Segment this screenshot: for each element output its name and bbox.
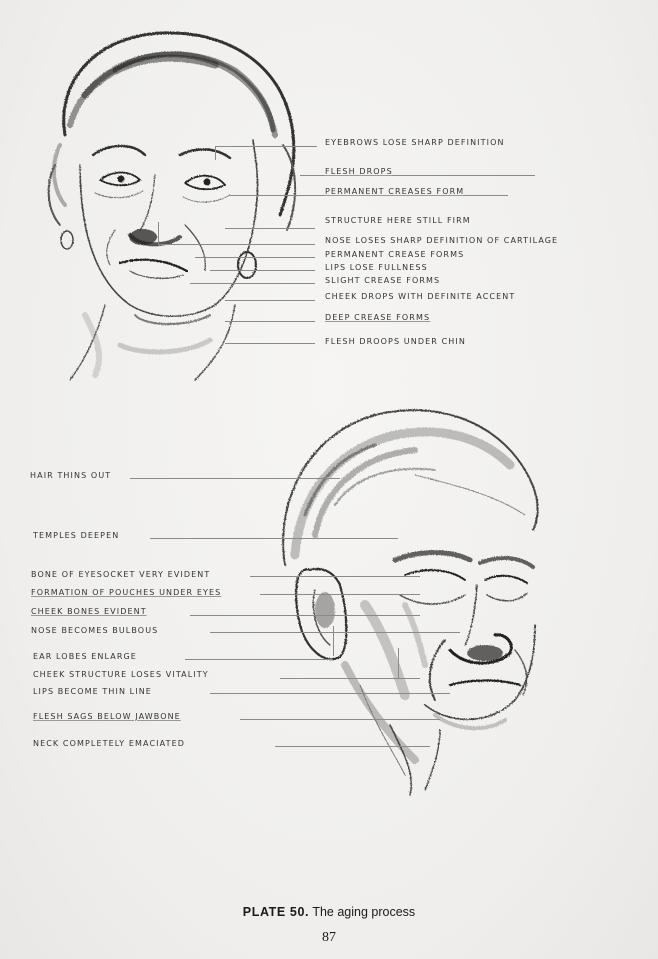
leader-vertical-cheek [398, 648, 399, 678]
woman-portrait-sketch [25, 15, 315, 390]
leader-line [190, 283, 315, 284]
annotation-label: HAIR THINS OUT [30, 471, 112, 480]
leader-line [225, 321, 315, 322]
annotation-label: FLESH DROOPS UNDER CHIN [325, 337, 466, 346]
leader-line [210, 693, 450, 694]
leader-line [195, 257, 315, 258]
annotation-label: PERMANENT CREASE FORMS [325, 250, 465, 259]
plate-caption [0, 905, 658, 919]
leader-line [215, 146, 317, 147]
annotation-label: NECK COMPLETELY EMACIATED [33, 739, 185, 748]
annotation-label: TEMPLES DEEPEN [33, 531, 120, 540]
leader-line [210, 632, 460, 633]
leader-line [190, 615, 420, 616]
page-number: 87 [322, 930, 336, 945]
old-man-portrait-sketch [265, 395, 550, 800]
leader-line [210, 270, 315, 271]
annotation-label: CHEEK BONES EVIDENT [31, 607, 147, 616]
annotation-label: CHEEK DROPS WITH DEFINITE ACCENT [325, 292, 516, 301]
annotation-label: DEEP CREASE FORMS [325, 313, 431, 322]
plate-number: PLATE 50. [242, 905, 310, 919]
leader-line [225, 228, 315, 229]
leader-vertical-nose [158, 222, 159, 244]
annotation-label: NOSE BECOMES BULBOUS [31, 626, 159, 635]
annotation-label: STRUCTURE HERE STILL FIRM [325, 216, 471, 225]
annotation-label: EAR LOBES ENLARGE [33, 652, 137, 661]
leader-line [225, 343, 315, 344]
annotation-label: LIPS BECOME THIN LINE [33, 687, 152, 696]
annotation-label: PERMANENT CREASES FORM [325, 187, 465, 196]
leader-vertical-ear [333, 626, 334, 656]
leader-line [130, 478, 340, 479]
annotation-label: BONE OF EYESOCKET VERY EVIDENT [31, 570, 211, 579]
plate-title: The aging process [312, 905, 416, 919]
leader-line [280, 678, 420, 679]
leader-vertical-brow [215, 146, 216, 160]
leader-line [150, 538, 398, 539]
leader-line [275, 746, 430, 747]
annotation-label: EYEBROWS LOSE SHARP DEFINITION [325, 138, 505, 147]
leader-line [185, 659, 333, 660]
annotation-label: FORMATION OF POUCHES UNDER EYES [31, 588, 222, 597]
leader-line [260, 594, 420, 595]
annotation-label: CHEEK STRUCTURE LOSES VITALITY [33, 670, 209, 679]
leader-line [240, 719, 440, 720]
leader-line [158, 244, 315, 245]
leader-line [225, 300, 315, 301]
annotation-label: SLIGHT CREASE FORMS [325, 276, 441, 285]
annotation-label: NOSE LOSES SHARP DEFINITION OF CARTILAGE [325, 236, 559, 245]
annotation-label: FLESH DROPS [325, 167, 393, 176]
annotation-label: LIPS LOSE FULLNESS [325, 263, 428, 272]
annotation-label: FLESH SAGS BELOW JAWBONE [33, 712, 181, 721]
leader-line [250, 576, 420, 577]
